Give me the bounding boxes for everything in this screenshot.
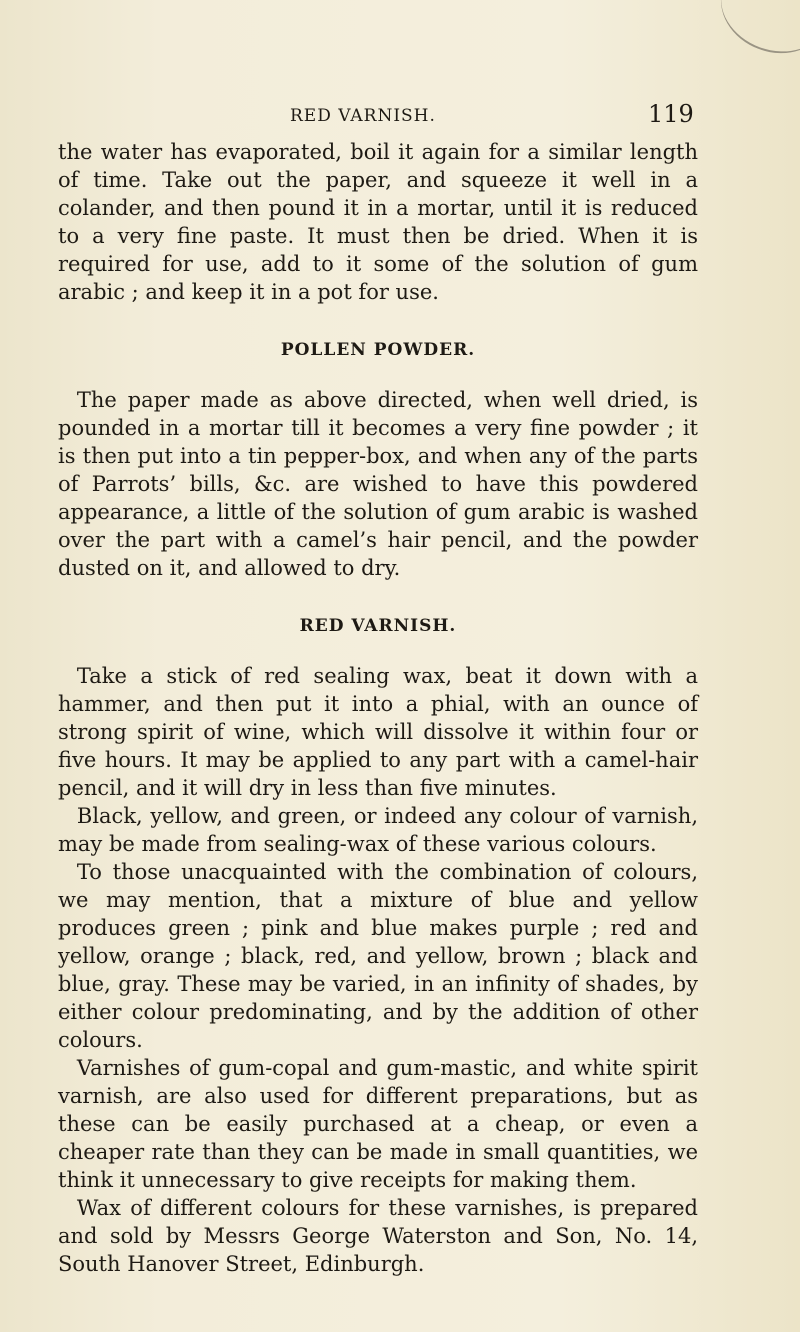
page-header bbox=[0, 100, 800, 130]
page-body bbox=[58, 138, 698, 1278]
page-corner-fold bbox=[708, 0, 800, 68]
paragraph-other-colours: Black, yellow, and green, or indeed any colour of varnish, may be made from sealing-wax of these various colours. bbox=[58, 804, 698, 856]
paragraph-colour-combinations: To those unacquainted with the combination of colours, we may mention, that a mixture of blue and yellow produces green ; pink and blue makes purple ; red and yellow, orange ; black, red, and yellow, brown ; black and blue, gray. These may be varied, in an infinity of shades, by either colour predominating, and by the addition of other colours. bbox=[58, 860, 698, 1052]
running-title: RED VARNISH. bbox=[290, 106, 436, 126]
paragraph-red-varnish-recipe: Take a stick of red sealing wax, beat it down with a hammer, and then put it into a phial, with an ounce of strong spirit of wine, which will dissolve it within four or five hours. It may be applied to any part with a camel-hair pencil, and it will dry in less than five minutes. bbox=[58, 664, 698, 800]
paragraph-continued: the water has evaporated, boil it again for a similar length of time. Take out the paper, and squeeze it well in a colander, and then pound it in a mortar, until it is reduced to a very fine paste. It must then be dried. When it is required for use, add to it some of the solution of gum arabic ; and keep it in a pot for use. bbox=[58, 140, 698, 304]
paragraph-pollen-powder: The paper made as above directed, when well dried, is pounded in a mortar till it becomes a very fine powder ; it is then put into a tin pepper-box, and when any of the parts of Parrots’ bills, &c. are wished to have this powdered appearance, a little of the solution of gum arabic is washed over the part with a camel’s hair pencil, and the powder dusted on it, and allowed to dry. bbox=[58, 388, 698, 580]
section-heading-red-varnish: RED VARNISH. bbox=[299, 616, 457, 636]
paragraph-other-varnishes: Varnishes of gum-copal and gum-mastic, and white spirit varnish, are also used for different preparations, but as these can be easily purchased at a cheap, or even a cheaper rate than they can be made in small quantities, we think it unnecessary to give receipts for making them. bbox=[58, 1056, 698, 1192]
paragraph-wax-supplier: Wax of different colours for these varnishes, is prepared and sold by Messrs George Waterston and Son, No. 14, South Hanover Street, Edinburgh. bbox=[58, 1196, 698, 1276]
section-heading-pollen-powder: POLLEN POWDER. bbox=[280, 340, 476, 360]
page-number: 119 bbox=[648, 100, 694, 128]
